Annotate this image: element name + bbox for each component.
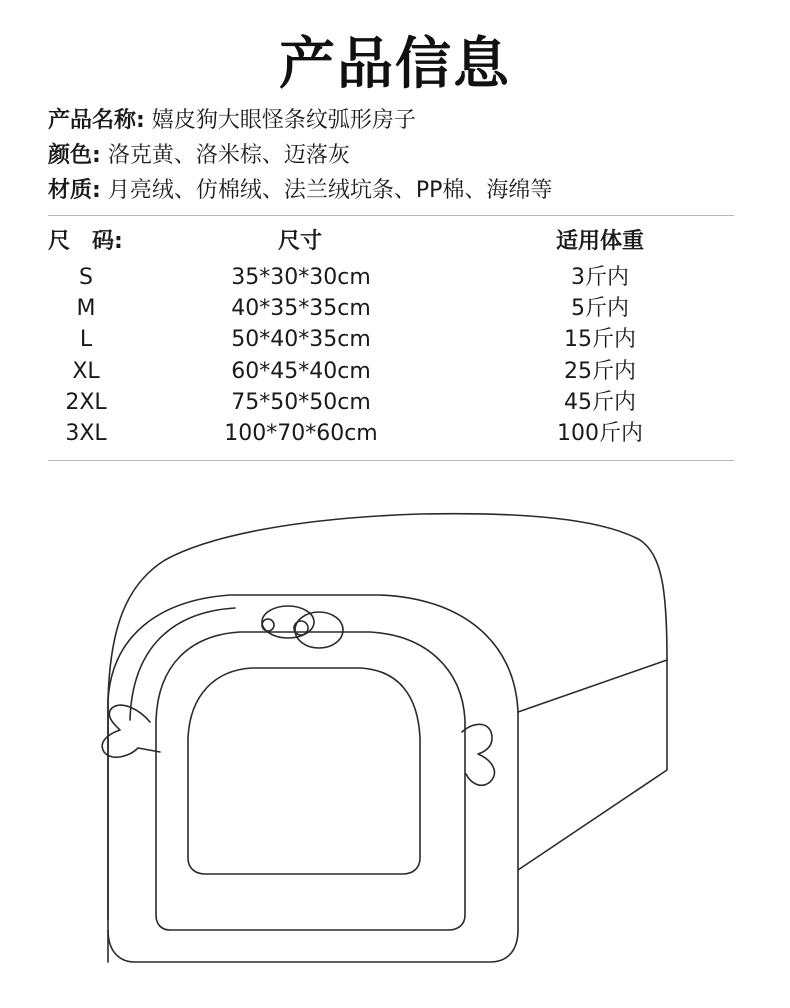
- header-size-code: 尺 码:: [48, 229, 123, 254]
- size-table: [0, 262, 790, 449]
- size-cell: M: [76, 296, 96, 322]
- color-label: 颜色:: [48, 143, 101, 168]
- table-row: [0, 324, 790, 355]
- dimensions-cell: 100*70*60cm: [224, 420, 378, 446]
- divider-bottom: [48, 460, 734, 461]
- divider-top: [48, 215, 734, 216]
- material-value: 月亮绒、仿棉绒、法兰绒坑条、PP棉、海绵等: [107, 178, 553, 203]
- table-row: [0, 293, 790, 324]
- pet-house-line-drawing-icon: [0, 480, 790, 1008]
- table-row: [0, 418, 790, 449]
- dimensions-cell: 35*30*30cm: [231, 265, 371, 290]
- product-name-value: 嬉皮狗大眼怪条纹弧形房子: [151, 108, 416, 133]
- size-cell: 2XL: [65, 389, 107, 415]
- weight-cell: 3斤内: [571, 265, 629, 290]
- material-line: [48, 176, 552, 206]
- table-row: [0, 356, 790, 387]
- color-value: 洛克黄、洛米棕、迈落灰: [107, 143, 350, 168]
- table-row: [0, 262, 790, 293]
- size-cell: L: [79, 327, 93, 353]
- weight-cell: 25斤内: [564, 358, 636, 384]
- weight-cell: 100斤内: [557, 420, 643, 446]
- dimensions-cell: 60*45*40cm: [231, 358, 371, 384]
- weight-cell: 45斤内: [564, 389, 636, 415]
- weight-cell: 5斤内: [571, 296, 629, 322]
- page-title: 产品信息: [279, 32, 511, 97]
- size-cell: 3XL: [65, 420, 107, 446]
- color-line: [48, 141, 350, 171]
- material-label: 材质:: [48, 178, 101, 203]
- dimensions-cell: 75*50*50cm: [231, 389, 371, 415]
- size-cell: XL: [72, 358, 100, 384]
- size-cell: S: [79, 265, 93, 290]
- dimensions-cell: 50*40*35cm: [231, 327, 371, 353]
- header-weight: 适用体重: [555, 229, 644, 254]
- table-row: [0, 387, 790, 418]
- header-dimensions: 尺寸: [277, 229, 322, 254]
- dimensions-cell: 40*35*35cm: [231, 296, 371, 322]
- product-name-line: [48, 106, 416, 136]
- product-name-label: 产品名称:: [48, 108, 145, 133]
- weight-cell: 15斤内: [564, 327, 636, 353]
